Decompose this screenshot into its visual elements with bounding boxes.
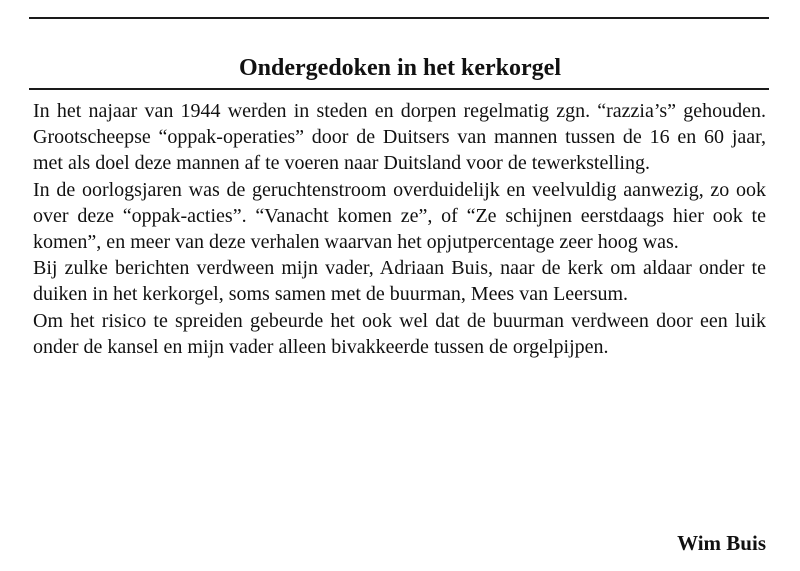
article-title: Ondergedoken in het kerkorgel xyxy=(239,55,561,82)
paragraph-spreading-risk: Om het risico te spreiden gebeurde het ook wel dat de buurman verdween door een luik onder de kansel en mijn vader alleen bivakkeerde tussen de orgelpijpen. xyxy=(33,309,766,358)
author-signature: Wim Buis xyxy=(677,531,766,555)
paragraph-hiding-in-organ: Bij zulke berichten verdween mijn vader, Adriaan Buis, naar de kerk om aldaar onder te duiken in het kerkorgel, soms samen met de buurman, Mees van Leersum. xyxy=(33,257,766,306)
paragraph-rumours: In de oorlogsjaren was de geruchtenstroom overduidelijk en veelvuldig aanwezig, zo ook over deze “oppak-acties”. “Vanacht komen ze”, of “Ze schijnen eerstdaags hier ook te komen”, en meer van deze verhalen waarvan het opjutpercentage zeer hoog was. xyxy=(33,178,766,254)
article-body xyxy=(33,98,766,360)
top-rule xyxy=(29,17,769,19)
paragraph-razzias: In het najaar van 1944 werden in steden en dorpen regelmatig zgn. “razzia’s” gehouden. Grootscheepse “oppak-operaties” door de Duitsers van mannen tussen de 16 en 60 jaar, met als doel deze mannen af te voeren naar Duitsland voor de tewerkstelling. xyxy=(33,100,766,175)
title-underline-rule xyxy=(29,88,769,90)
